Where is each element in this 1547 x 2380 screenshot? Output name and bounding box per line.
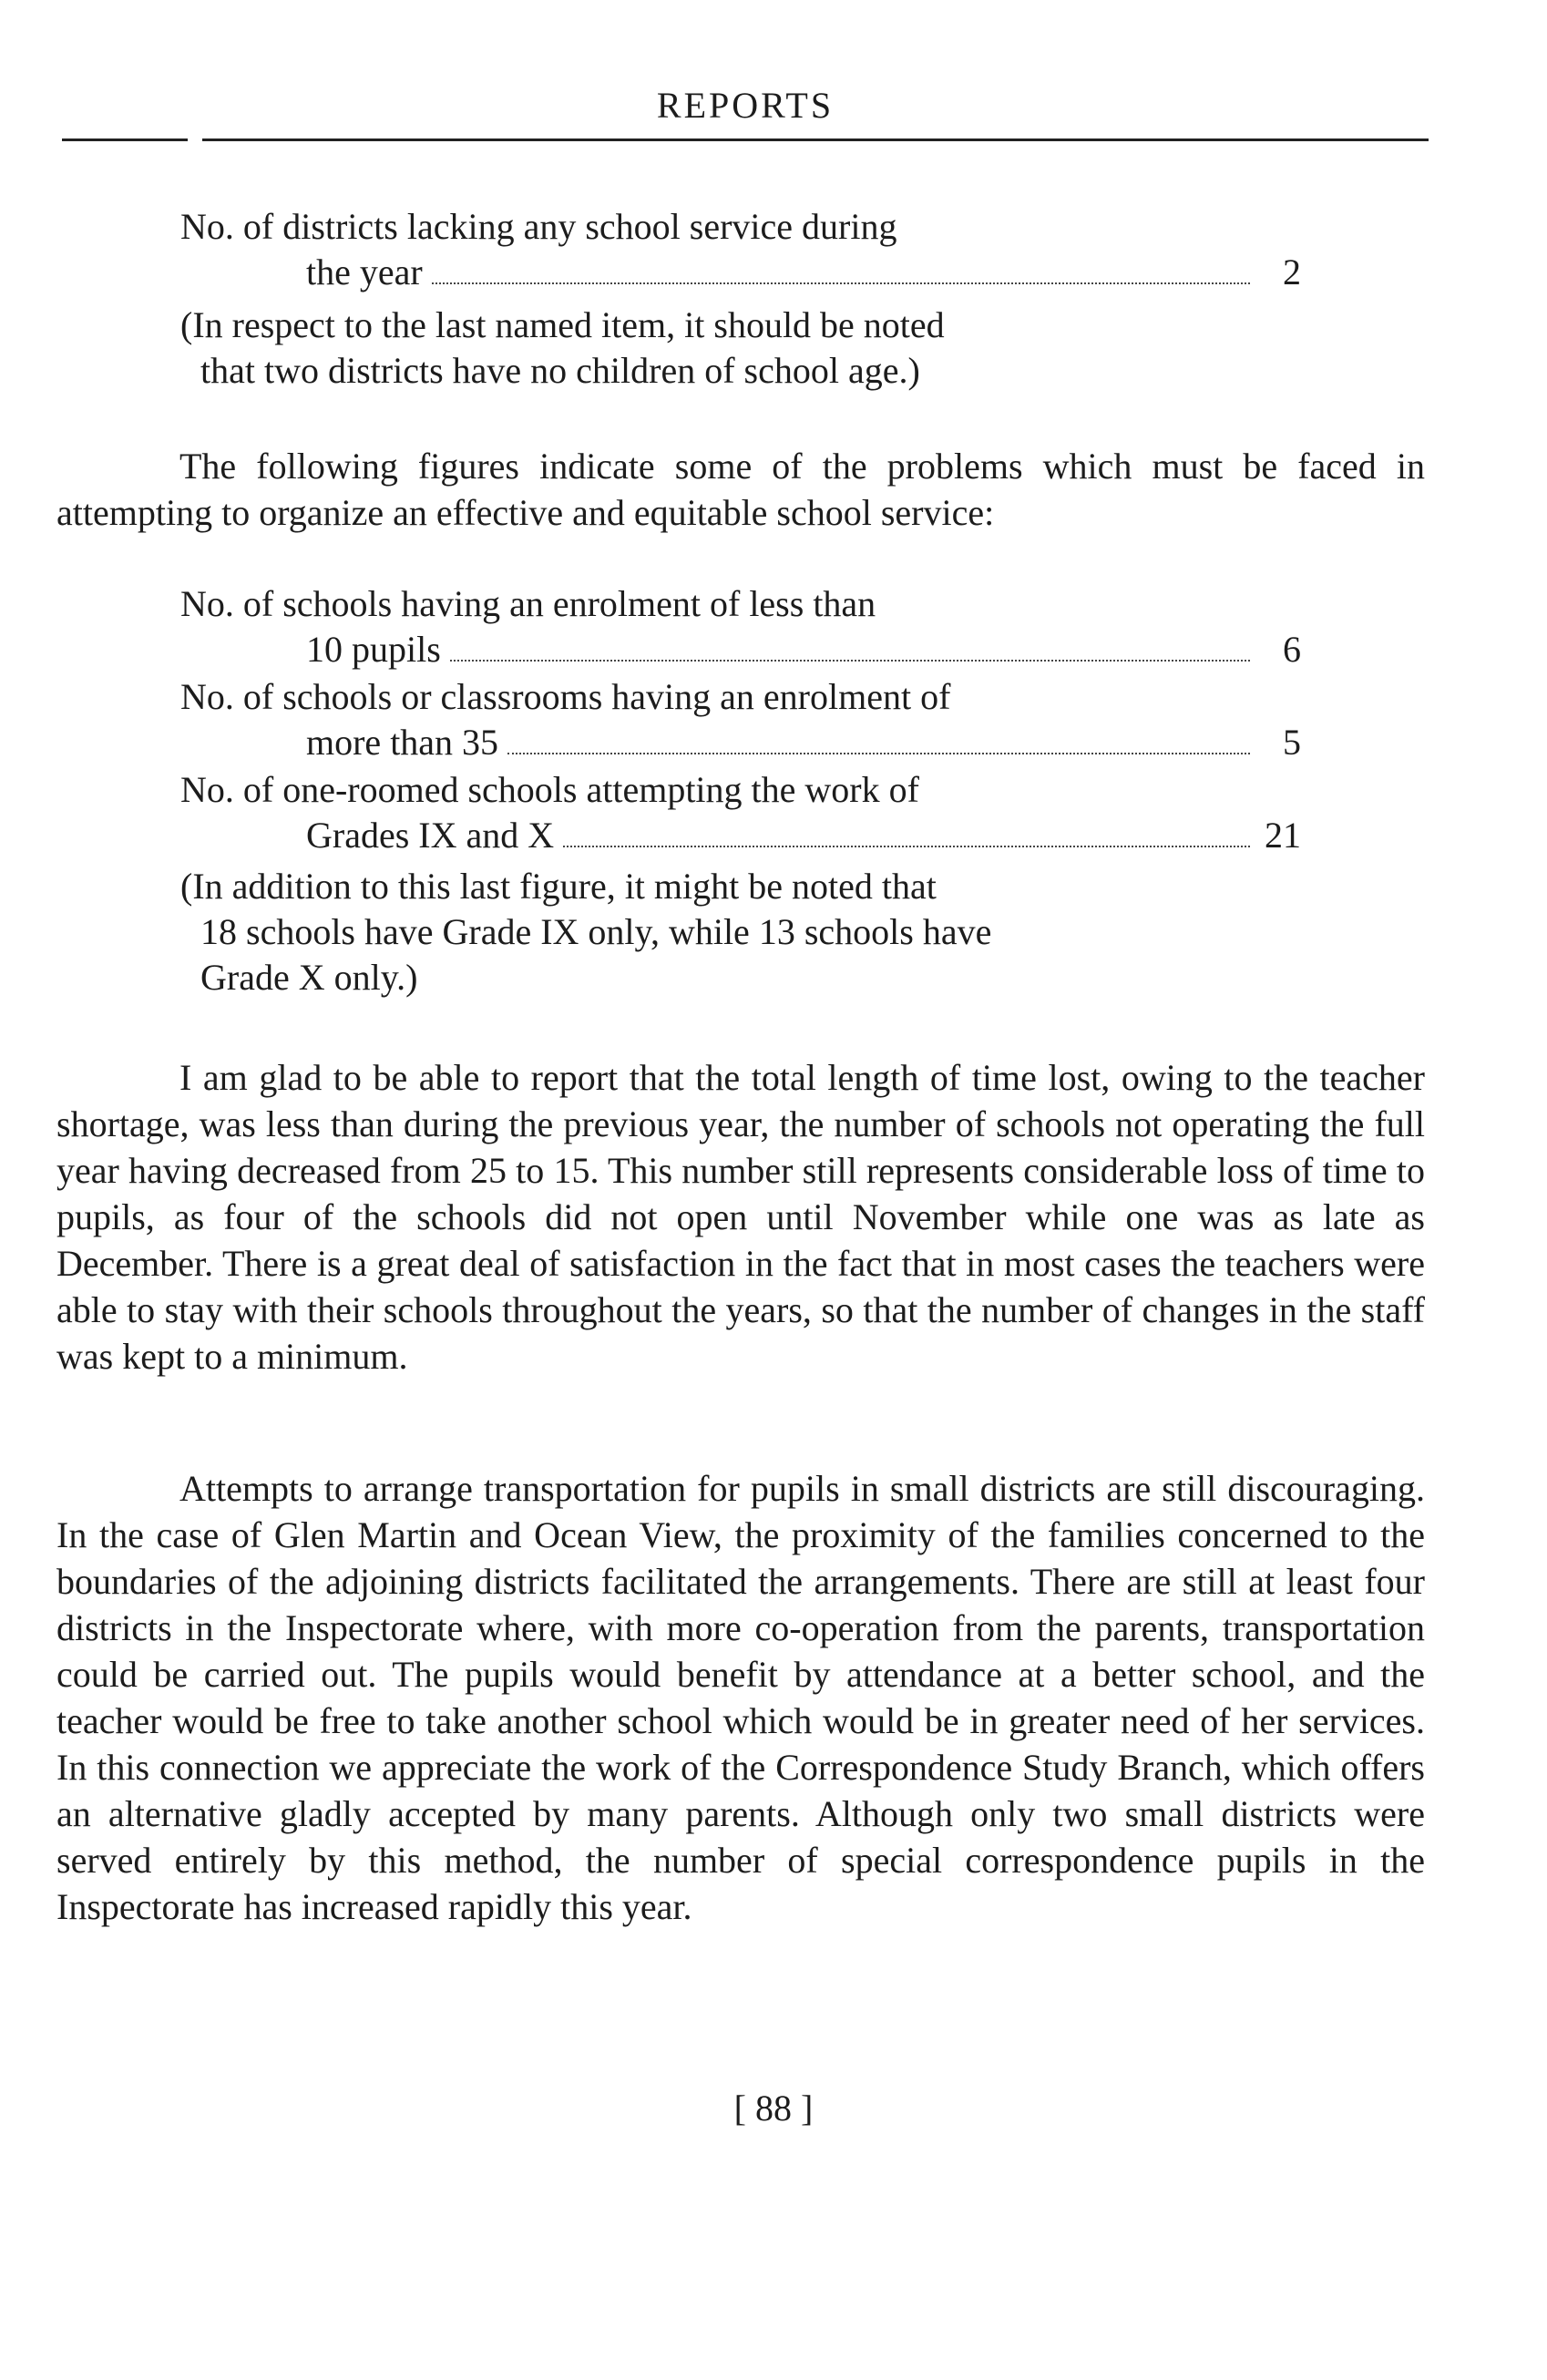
note-block-a xyxy=(180,303,1183,394)
intro-text: The following figures indicate some of the problems which must be faced in attempting to organize an effective and equitable school service: xyxy=(56,446,1425,533)
note-line-3: Grade X only.) xyxy=(200,957,418,998)
header-title: REPORTS xyxy=(656,85,835,126)
stat-entry-districts-lacking-service xyxy=(180,204,1301,295)
stat-entry-label-line1: No. of one-roomed schools attempting the work of xyxy=(180,769,919,810)
note-line-2: 18 schools have Grade IX only, while 13 schools have xyxy=(200,911,992,952)
note-line-1: (In addition to this last figure, it might be noted that xyxy=(180,866,937,907)
stat-entry-label-line2: Grades IX and X xyxy=(306,815,555,856)
dot-leader xyxy=(450,660,1250,662)
intro-paragraph xyxy=(56,443,1425,536)
note-line-2: that two districts have no children of school age.) xyxy=(200,350,920,391)
stat-entry-small-enrolment xyxy=(180,581,1301,672)
running-header xyxy=(62,84,1429,148)
stat-entry-one-roomed-grades xyxy=(180,767,1301,858)
stat-entry-value: 6 xyxy=(1283,629,1301,670)
stat-entry-label-line1: No. of districts lacking any school service during xyxy=(180,206,897,247)
stat-entry-label-line1: No. of schools or classrooms having an enrolment of xyxy=(180,676,951,717)
dot-leader xyxy=(432,282,1250,284)
stat-entry-value: 21 xyxy=(1265,815,1301,856)
paragraph-text: Attempts to arrange transportation for pupils in small districts are still discouraging. In the case of Glen Martin and Ocean View, the proximity of the families concerned to the boundaries of the adjoining districts facilitated the arrangements. There are still at least four districts in the Inspectorate where, with more co-operation from the parents, transportation could be carried out. The pupils would benefit by attendance at a better school, and the teacher would be free to take another school which would be in greater need of her services. In this connection we appreciate the work of the Correspondence Study Branch, which offers an alternative gladly accepted by many parents. Although only two small districts were served entirely by this method, the number of special correspondence pupils in the Inspectorate has increased rapidly this year. xyxy=(56,1468,1425,1927)
stat-entry-value: 2 xyxy=(1283,251,1301,292)
paragraph-transportation xyxy=(56,1465,1425,1930)
stat-entry-label-line1: No. of schools having an enrolment of less than xyxy=(180,583,876,624)
stat-entry-large-enrolment xyxy=(180,674,1301,765)
paragraph-teacher-shortage xyxy=(56,1054,1425,1380)
dot-leader xyxy=(563,846,1250,847)
note-line-1: (In respect to the last named item, it should be noted xyxy=(180,304,945,345)
header-rule xyxy=(62,138,1429,141)
note-block-b xyxy=(180,864,1183,1000)
dot-leader xyxy=(507,753,1250,754)
paragraph-text: I am glad to be able to report that the total length of time lost, owing to the teacher shortage, was less than during the previous year, the number of schools not operating the full year having decreased from 25 to 15. This number still represents considerable loss of time to pupils, as four of the schools did not open until November while one was as late as December. There is a great deal of satisfaction in the fact that in most cases the teachers were able to stay with their schools throughout the years, so that the number of changes in the staff was kept to a minimum. xyxy=(56,1057,1425,1377)
stat-entry-label-line2: 10 pupils xyxy=(306,629,441,670)
stat-entry-label-line2: more than 35 xyxy=(306,722,499,763)
page-number: [ 88 ] xyxy=(733,2088,814,2129)
stat-entry-label-line2: the year xyxy=(306,251,423,292)
stat-entry-value: 5 xyxy=(1283,722,1301,763)
